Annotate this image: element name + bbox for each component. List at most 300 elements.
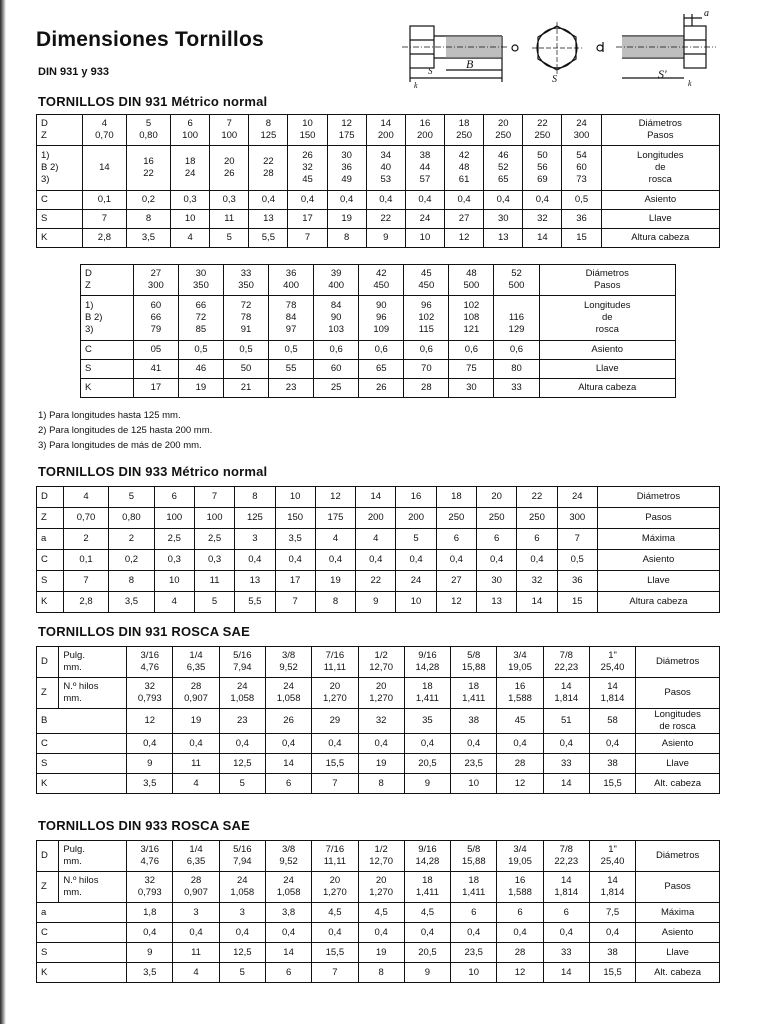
table-cell-line: 60 xyxy=(150,300,162,311)
table-cell-line: 32 xyxy=(144,875,156,886)
row-description-line: Longitudes xyxy=(637,150,684,161)
table-cell xyxy=(543,709,589,734)
table-cell-line: 8 xyxy=(265,118,272,129)
table-cell-line: 60 xyxy=(576,162,587,173)
table-cell-line: 175 xyxy=(338,130,355,141)
table-cell xyxy=(589,963,635,983)
table-cell xyxy=(497,754,543,774)
table-cell xyxy=(436,550,476,571)
row-label-line: Z xyxy=(41,687,47,698)
table-cell xyxy=(133,360,178,379)
table-cell xyxy=(494,360,539,379)
table-row xyxy=(37,943,720,963)
table-cell-line: 8 xyxy=(128,575,135,586)
table-cell xyxy=(517,550,557,571)
table-cell-line: 400 xyxy=(283,280,300,291)
table-cell-line: 18 xyxy=(422,681,433,692)
table-cell-line: 14 xyxy=(537,232,548,243)
row-label-line: C xyxy=(41,926,48,938)
table-cell xyxy=(358,774,404,794)
table-cell-line: 23,5 xyxy=(464,757,483,769)
table-cell-line: 0,4 xyxy=(409,554,423,565)
table-cell xyxy=(404,754,450,774)
table-cell xyxy=(314,265,359,296)
table-cell-line: 23 xyxy=(285,382,297,393)
table-cell-line: 15,5 xyxy=(603,966,622,978)
table-cell-line: 500 xyxy=(463,280,480,291)
table-cell xyxy=(404,774,450,794)
table-cell xyxy=(405,229,444,248)
table-cell xyxy=(589,943,635,963)
table-cell xyxy=(312,678,358,709)
table-cell-line: 0,5 xyxy=(570,554,584,565)
table-cell xyxy=(327,210,366,229)
table-cell xyxy=(517,592,557,613)
table-cell xyxy=(451,872,497,903)
table-cell xyxy=(269,265,314,296)
table-cell xyxy=(497,734,543,754)
table-cell-line: 45 xyxy=(302,174,313,185)
table-cell xyxy=(249,115,288,146)
table-cell xyxy=(223,341,268,360)
table-cell xyxy=(109,529,154,550)
table-cell-line: 24 xyxy=(283,681,294,692)
table-cell-line: 0,4 xyxy=(340,194,354,205)
table-cell-line: 96 xyxy=(421,300,432,311)
table-cell-line: 16 xyxy=(419,118,431,129)
table-cell-line: 1,814 xyxy=(600,887,625,898)
table-cell-line: 0,4 xyxy=(559,926,573,938)
row-description-line: Pasos xyxy=(664,881,691,892)
row-description-line: de xyxy=(655,162,666,173)
table-cell-line: 17 xyxy=(150,382,162,393)
table-cell-line: 0,4 xyxy=(235,737,249,749)
table-cell-line: 14 xyxy=(370,491,382,502)
table-cell xyxy=(223,296,268,341)
row-description-line: Asiento xyxy=(591,344,624,355)
row-label-line: S xyxy=(41,575,48,586)
table-cell-line: 9 xyxy=(373,596,379,607)
table-cell-line: 10 xyxy=(302,118,313,129)
table-cell-line: 4 xyxy=(171,596,177,607)
row-label-line: C xyxy=(85,344,92,355)
table-cell-line: 19,05 xyxy=(508,856,532,867)
table-cell xyxy=(127,872,173,903)
table-cell xyxy=(543,903,589,923)
table-cell xyxy=(82,229,126,248)
table-cell xyxy=(449,360,494,379)
row-label xyxy=(37,229,83,248)
diagram-label-s: S xyxy=(428,66,433,76)
table-cell xyxy=(396,487,436,508)
table-cell-line: 3,8 xyxy=(281,906,296,918)
table-cell xyxy=(589,754,635,774)
table-row xyxy=(37,872,720,903)
table-cell-line: 80 xyxy=(511,363,522,374)
table-cell xyxy=(312,923,358,943)
row-label xyxy=(81,379,134,398)
table-row xyxy=(37,529,720,550)
table-cell xyxy=(127,678,173,709)
table-cell-line: 350 xyxy=(193,280,209,291)
table-cell xyxy=(358,872,404,903)
table-cell xyxy=(517,508,557,529)
table-cell xyxy=(82,146,126,191)
table-cell xyxy=(449,341,494,360)
table-cell-line: 33 xyxy=(560,757,572,769)
table-cell xyxy=(356,487,396,508)
table-cell-line: 12 xyxy=(458,232,470,243)
table-cell-line: 6 xyxy=(171,491,177,502)
table-cell-line: 12,70 xyxy=(369,856,394,867)
diagram-label-s-prime: S' xyxy=(658,67,667,81)
table-cell xyxy=(404,903,450,923)
table-cell-line: 0,4 xyxy=(281,926,296,938)
table-cell-line: 350 xyxy=(238,280,254,291)
row-label xyxy=(37,754,127,774)
table-cell xyxy=(288,146,327,191)
table-cell xyxy=(265,754,311,774)
table-cell xyxy=(219,943,265,963)
table-cell-line: 0,2 xyxy=(124,554,139,565)
table-cell-line: 0,1 xyxy=(97,194,111,205)
table-cell xyxy=(173,647,219,678)
table-cell-line: 3/8 xyxy=(281,844,296,855)
table-cell xyxy=(223,360,268,379)
table-cell-line: 100 xyxy=(166,512,183,523)
table-cell xyxy=(173,903,219,923)
table-cell xyxy=(451,943,497,963)
table-cell-line: 42 xyxy=(458,150,470,161)
table-cell xyxy=(327,229,366,248)
table-cell-line: 20,5 xyxy=(418,946,437,958)
table-cell xyxy=(126,229,170,248)
table-cell xyxy=(312,754,358,774)
table-cell-line: 15 xyxy=(576,232,587,243)
table-cell-line: 1,270 xyxy=(322,887,347,898)
table-cell-line: 12 xyxy=(330,491,341,502)
table-cell xyxy=(171,229,210,248)
row-description-line: de rosca xyxy=(659,721,696,732)
table-cell-line: 1" xyxy=(608,650,617,661)
table-cell xyxy=(109,550,154,571)
table-cell xyxy=(436,529,476,550)
sublabel-line: Pulg. xyxy=(63,844,85,855)
row-description-line: Diámetros xyxy=(655,656,700,667)
table-cell xyxy=(154,571,194,592)
table-cell-line: 44 xyxy=(419,162,431,173)
table-cell-line: 51 xyxy=(560,715,572,726)
table-cell xyxy=(404,841,450,872)
table-cell xyxy=(523,115,562,146)
table-cell-line: 32 xyxy=(302,162,313,173)
table-cell xyxy=(219,903,265,923)
table-cell xyxy=(451,709,497,734)
table-row xyxy=(37,592,720,613)
table-cell xyxy=(557,571,597,592)
row-label xyxy=(37,487,64,508)
table-cell-line: 0,6 xyxy=(419,344,433,355)
table-din933-sae xyxy=(36,840,720,983)
table-cell-line: 3/16 xyxy=(140,650,159,661)
table-cell-line: 16 xyxy=(410,491,422,502)
table-cell-line: 30 xyxy=(466,382,477,393)
table-cell-line: 100 xyxy=(221,130,238,141)
table-cell-line: 50 xyxy=(537,150,548,161)
row-label-line: a xyxy=(41,533,47,544)
table-cell xyxy=(404,923,450,943)
table-cell-line: 20,5 xyxy=(418,757,437,769)
table-cell-line: 45 xyxy=(514,715,526,726)
table-cell xyxy=(171,191,210,210)
table-cell-line: 49 xyxy=(341,174,352,185)
table-cell xyxy=(178,341,223,360)
table-cell xyxy=(543,678,589,709)
table-cell-line: 9 xyxy=(147,757,153,769)
table-cell xyxy=(173,754,219,774)
table-cell-line: 1,814 xyxy=(600,693,625,704)
table-cell xyxy=(562,146,601,191)
table-row xyxy=(37,734,720,754)
heading-din933: TORNILLOS DIN 933 Métrico normal xyxy=(38,464,268,479)
table-cell-line: 300 xyxy=(573,130,590,141)
diagram-label-k2: k xyxy=(688,79,692,88)
table-cell-line: 22 xyxy=(531,491,543,502)
diagram-label-s2: S xyxy=(552,74,557,85)
table-cell xyxy=(436,508,476,529)
table-cell-line: 7 xyxy=(83,575,89,586)
row-label-line: B xyxy=(41,715,48,726)
table-cell xyxy=(359,296,404,341)
table-cell-line: 0,4 xyxy=(248,554,262,565)
table-cell-line: 3,5 xyxy=(124,596,139,607)
table-cell-line: 5/8 xyxy=(467,650,481,661)
table-cell-line: 15,5 xyxy=(325,757,345,769)
table-cell xyxy=(484,191,523,210)
page-subtitle: DIN 931 y 933 xyxy=(38,66,109,78)
table-cell xyxy=(405,191,444,210)
table-cell-line: 24 xyxy=(571,491,583,502)
table-cell xyxy=(451,678,497,709)
table-cell-line: 0,4 xyxy=(189,926,203,938)
table-cell xyxy=(235,592,275,613)
table-cell-line: 0,4 xyxy=(374,926,388,938)
row-description-line: Altura cabeza xyxy=(629,596,688,607)
table-cell xyxy=(497,841,543,872)
table-cell-line: 7/8 xyxy=(559,650,573,661)
table-cell-line: 3/8 xyxy=(281,650,296,661)
table-cell xyxy=(210,210,249,229)
row-label xyxy=(37,529,64,550)
table-cell xyxy=(194,508,234,529)
row-label-line: S xyxy=(41,946,48,958)
table-cell xyxy=(396,571,436,592)
table-cell-line: 72 xyxy=(240,300,252,311)
table-cell-line: 27 xyxy=(150,268,162,279)
table-cell-line: 3/4 xyxy=(513,844,527,855)
table-cell xyxy=(265,647,311,678)
table-cell-line: 1,814 xyxy=(554,887,579,898)
table-cell-line: 85 xyxy=(195,324,207,335)
table-cell-line: 200 xyxy=(408,512,424,523)
table-cell xyxy=(265,963,311,983)
table-cell-line: 26 xyxy=(375,382,387,393)
table-cell-line: 9 xyxy=(424,777,431,789)
table-cell xyxy=(210,229,249,248)
table-cell xyxy=(315,592,355,613)
table-cell-line: 2,5 xyxy=(207,533,222,544)
table-cell-line: 129 xyxy=(508,324,525,335)
table-cell-line: 7/8 xyxy=(559,844,573,855)
row-description xyxy=(636,709,720,734)
table-cell xyxy=(265,943,311,963)
row-sublabel xyxy=(59,841,127,872)
row-label-line: S xyxy=(41,757,48,769)
table-cell-line: 11 xyxy=(224,213,235,224)
table-cell-line: 7 xyxy=(332,777,338,789)
table-cell-line: 1,588 xyxy=(508,693,532,704)
table-cell xyxy=(589,709,635,734)
table-cell xyxy=(557,592,597,613)
table-cell xyxy=(543,841,589,872)
table-cell xyxy=(404,341,449,360)
table-cell xyxy=(288,229,327,248)
table-cell-line: 0,4 xyxy=(449,554,463,565)
table-cell-line: 2,8 xyxy=(97,232,111,243)
table-cell-line: 24 xyxy=(410,575,422,586)
table-cell xyxy=(265,872,311,903)
table-cell-line: 2 xyxy=(83,533,89,544)
table-cell-line: 3,5 xyxy=(143,966,157,978)
table-cell xyxy=(557,487,597,508)
table-cell-line: 1,058 xyxy=(230,887,255,898)
table-cell-line: 38 xyxy=(419,150,431,161)
row-label xyxy=(37,592,64,613)
row-description xyxy=(636,903,720,923)
table-cell xyxy=(312,709,358,734)
row-description xyxy=(597,487,719,508)
table-cell xyxy=(82,191,126,210)
table-cell xyxy=(451,903,497,923)
table-cell xyxy=(404,943,450,963)
table-cell xyxy=(451,963,497,983)
row-label xyxy=(37,774,127,794)
table-cell-line: 48 xyxy=(466,268,477,279)
row-label xyxy=(81,360,134,379)
table-cell xyxy=(589,872,635,903)
table-cell xyxy=(312,963,358,983)
table-cell xyxy=(154,550,194,571)
table-cell-line: 1,8 xyxy=(143,906,157,918)
row-description-line: Altura cabeza xyxy=(631,232,690,243)
table-cell xyxy=(477,508,517,529)
table-cell xyxy=(494,341,539,360)
table-cell xyxy=(127,963,173,983)
row-description xyxy=(597,592,719,613)
table-cell-line: 19 xyxy=(330,575,341,586)
table-cell xyxy=(358,754,404,774)
table-cell-line: 14,28 xyxy=(415,856,440,867)
table-cell xyxy=(109,487,154,508)
table-cell-line: 75 xyxy=(466,363,477,374)
row-description xyxy=(636,943,720,963)
row-label-line: Z xyxy=(41,512,47,523)
table-cell-line: 0,4 xyxy=(513,737,527,749)
table-cell-line: 0,2 xyxy=(141,194,156,205)
table-cell xyxy=(126,115,170,146)
row-description xyxy=(636,841,720,872)
row-description-line: Asiento xyxy=(661,926,694,938)
row-label-line: a xyxy=(41,906,47,918)
table-row xyxy=(81,379,676,398)
table-cell-line: 16 xyxy=(514,681,526,692)
table-cell xyxy=(126,146,170,191)
table-cell xyxy=(497,709,543,734)
table-cell-line: 0,4 xyxy=(143,926,157,938)
table-cell-line: 3 xyxy=(239,906,245,918)
table-cell-line: 56 xyxy=(537,162,548,173)
row-label-line: 1) xyxy=(41,150,50,161)
table-cell xyxy=(265,841,311,872)
sublabel-line: N.º hilos xyxy=(63,681,99,692)
row-label xyxy=(37,841,59,872)
table-cell xyxy=(265,923,311,943)
table-cell-line: 7 xyxy=(332,966,338,978)
table-cell-line: 0,4 xyxy=(281,737,296,749)
table-cell-line: 0,80 xyxy=(122,512,141,523)
sublabel-line: mm. xyxy=(63,662,82,673)
table-cell-line: 36 xyxy=(341,162,352,173)
table-cell-line: 0,4 xyxy=(328,926,342,938)
table-cell xyxy=(451,923,497,943)
table-cell-line: 18 xyxy=(458,118,470,129)
table-cell-line: 7,5 xyxy=(605,906,620,918)
row-description-line: Longitudes xyxy=(654,709,701,720)
row-label-line: C xyxy=(41,194,48,205)
table-cell-line: 1" xyxy=(608,844,617,855)
table-cell-line: 100 xyxy=(182,130,199,141)
table-cell xyxy=(517,529,557,550)
table-cell-line: 0,3 xyxy=(222,194,236,205)
table-cell xyxy=(358,678,404,709)
heading-din933-sae: TORNILLOS DIN 933 ROSCA SAE xyxy=(38,818,250,833)
table-cell-line: 4 xyxy=(373,533,379,544)
table-cell-line: 0,70 xyxy=(95,130,114,141)
table-cell-line: 53 xyxy=(380,174,392,185)
table-cell xyxy=(63,529,108,550)
row-description-line: Pasos xyxy=(664,687,691,698)
row-label-line: K xyxy=(41,777,48,789)
table-cell xyxy=(154,529,194,550)
page-title: Dimensiones Tornillos xyxy=(36,28,264,51)
table-cell-line: 6,35 xyxy=(186,856,206,867)
table-cell-line: 46 xyxy=(497,150,509,161)
table-cell xyxy=(405,210,444,229)
table-cell-line: 14 xyxy=(607,681,618,692)
table-cell xyxy=(477,592,517,613)
table-cell xyxy=(517,571,557,592)
table-cell-line: 30 xyxy=(195,268,207,279)
table-cell xyxy=(63,487,108,508)
row-label-line: 3) xyxy=(41,174,50,185)
table-cell-line: 16 xyxy=(514,875,526,886)
table-cell xyxy=(315,550,355,571)
table-cell-line: 66 xyxy=(150,312,162,323)
row-label xyxy=(37,647,59,678)
table-cell-line: 70 xyxy=(421,363,432,374)
table-row xyxy=(37,146,720,191)
table-cell-line: 3,5 xyxy=(143,777,157,789)
